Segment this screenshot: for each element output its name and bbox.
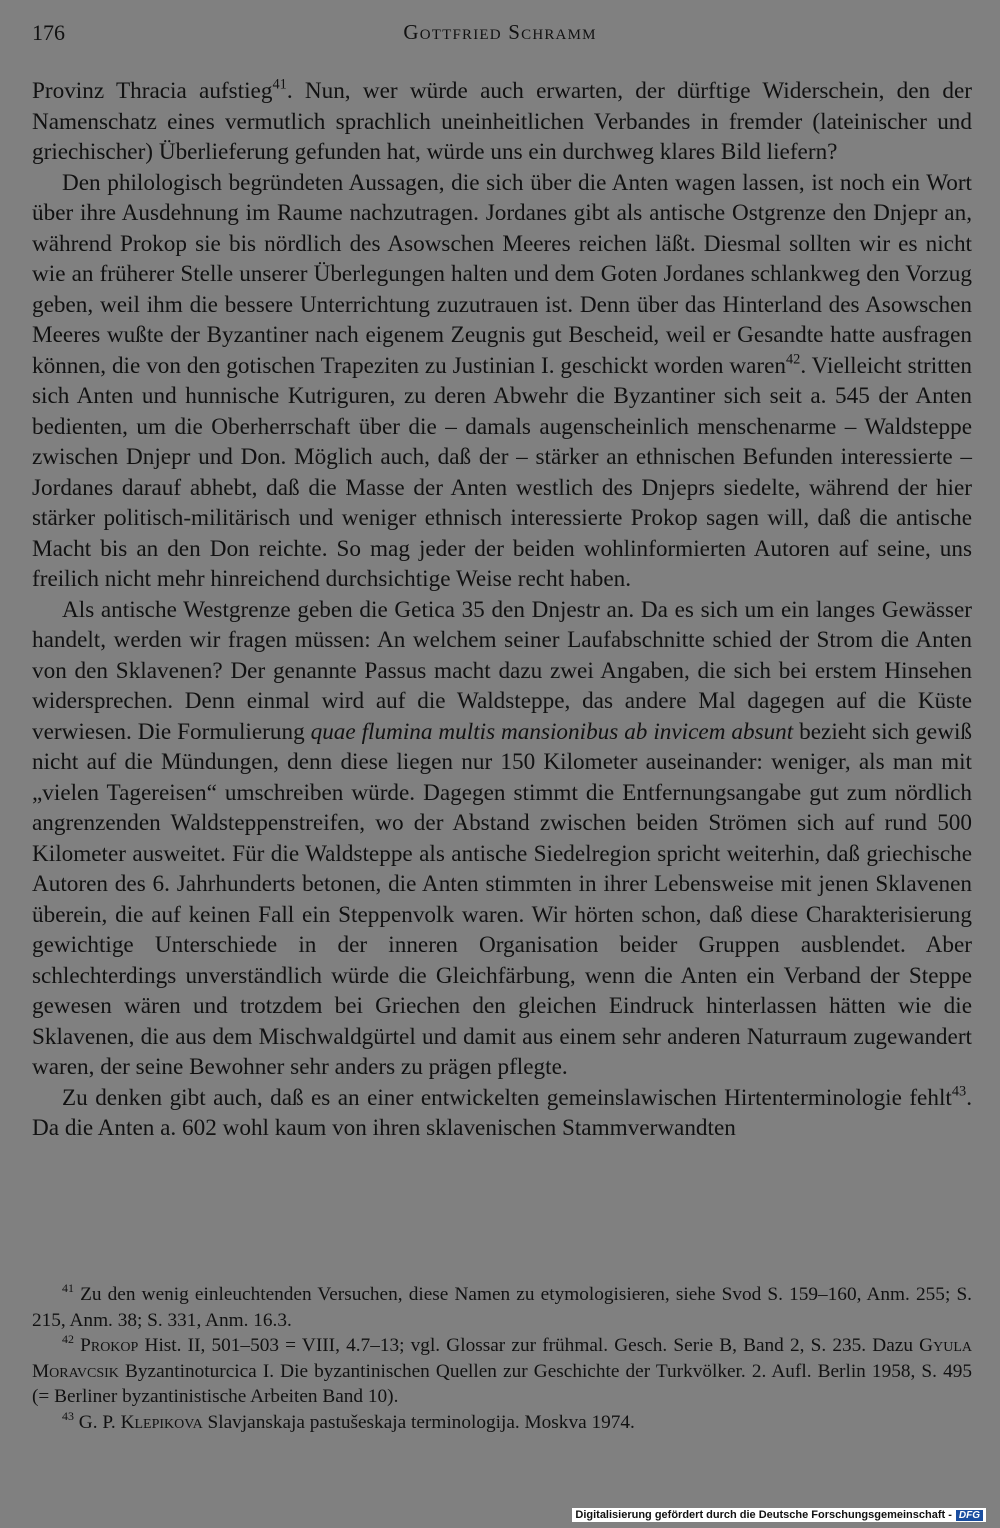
paragraph-1: Provinz Thracia aufstieg$^{41}$. Nun, wer würde auch erwarten, der dürftige Widerschein, den der Namenschatz eines vermutlich sprachlich uneinheitlichen Verbandes in fremder (lateinischer und griechischer) Überlieferung gefunden hat, würde uns ein durchweg klares Bild liefern? — [32, 76, 972, 165]
page-number: 176 — [32, 20, 65, 45]
footnote-ref-43[interactable]: 43 — [951, 1083, 967, 1100]
dfg-logo: DFG — [956, 1510, 983, 1521]
footnote-41: $^{41}$ Zu den wenig einleuchtenden Versuchen, diese Namen zu etymologisieren, siehe Svod S. 159–160, Anm. 255; S. 215, Anm. 38; S. 331, Anm. 16.3. — [32, 1281, 972, 1331]
page-header — [32, 20, 968, 52]
body-text — [32, 76, 972, 1144]
footnote-number: 42 — [62, 1332, 74, 1347]
footnote-43: $^{43}$ G. P. Klepikova Slavjanskaja pastušeskaja terminologija. Moskva 1974. — [62, 1408, 635, 1433]
footnote-42: $^{42}$ Prokop Hist. II, 501–503 = VIII, 4.7–13; vgl. Glossar zur frühmal. Gesch. Serie B, Band 2, S. 235. Dazu Gyula Moravcsik Byzantinoturcica I. Die byzantinischen Quellen zur Geschichte der Turkvölker. 2. Aufl. Berlin 1958, S. 495 (= Berliner byzantinistische Arbeiten Band 10). — [32, 1332, 972, 1407]
footnote-ref-42[interactable]: 42 — [785, 351, 801, 368]
digitization-footer — [572, 1508, 986, 1522]
author-name: Prokop — [80, 1335, 139, 1356]
author-name: Gyula Moravcsik — [32, 1335, 972, 1382]
footnote-number: 41 — [62, 1281, 74, 1296]
running-head: Gottfried Schramm — [403, 20, 597, 44]
funding-note: Digitalisierung gefördert durch die Deutsche Forschungsgemeinschaft - — [575, 1509, 952, 1521]
latin-quote: quae flumina multis mansionibus ab invicem absunt — [310, 718, 794, 745]
footnote-ref-41[interactable]: 41 — [272, 76, 287, 93]
author-name: Klepikova — [120, 1411, 203, 1433]
paragraph-3: Als antische Westgrenze geben die Getica 35 den Dnjestr an. Da es sich um ein langes Gewässer handelt, werden wir fragen müssen: An welchem seiner Laufabschnitte schied der Strom die Anten von den Sklavenen? Der genannte Passus macht dazu zwei Angaben, die sich bei erstem Hinsehen widersprechen. Denn einmal wird auf die Waldsteppe, das andere Mal dagegen auf die Küste verwiesen. Die Formulierung quae flumina multis mansionibus ab invicem absunt bezieht sich gewiß nicht auf die Mündungen, denn diese liegen nur 150 Kilometer auseinander: weniger, als man mit „vielen Tagereisen“ umschreiben würde. Dagegen stimmt die Entfernungsangabe gut zum nördlich angrenzenden Waldsteppenstreifen, wo der Abstand zwischen beiden Strömen sich auf rund 500 Kilometer ausweitet. Für die Waldsteppe als antische Siedelregion spricht weiterhin, daß griechische Autoren des 6. Jahrhunderts betonen, die Anten stimmten in ihrer Lebensweise mit jenen Sklavenen überein, die auf keinen Fall ein Steppenvolk waren. Wir hörten schon, daß diese Charakterisierung gewichtige Unterschiede in der inneren Organisation beider Gruppen ausblendet. Aber schlechterdings unverständlich würde die Gleichfärbung, wenn die Anten ein Verband der Steppe gewesen wären und trotzdem bei Griechen den gleichen Eindruck hinterlassen hätten wie die Sklavenen, die aus dem Mischwaldgürtel und damit aus einem sehr anderen Naturraum zugewandert waren, der seine Bewohner sehr anders zu prägen pflegte. — [32, 596, 972, 1080]
paragraph-2: Den philologisch begründeten Aussagen, die sich über die Anten wagen lassen, ist noch ein Wort über ihre Ausdehnung im Raume nachzutragen. Jordanes gibt als antische Ostgrenze den Dnjepr an, während Prokop sie bis nördlich des Asowschen Meeres reichen läßt. Diesmal sollten wir es nicht wie an früherer Stelle unserer Überlegungen halten und dem Goten Jordanes schlankweg den Vorzug geben, weil ihm die bessere Unterrichtung zuzutrauen ist. Denn über das Hinterland des Asowschen Meeres wußte der Byzantiner nach eigenem Zeugnis gut Bescheid, weil er Gesandte hatte ausfragen können, die von den gotischen Trapeziten zu Justinian I. geschickt worden waren$^{42}$. Vielleicht stritten sich Anten und hunnische Kutriguren, zu deren Abwehr die Byzantiner sich seit a. 545 der Anten bedienten, um die Oberherrschaft über die – damals augenscheinlich menschenarme – Waldsteppe zwischen Dnjepr und Don. Möglich auch, daß der – stärker an ethnischen Befunden interessierte – Jordanes darauf abhebt, daß die Masse der Anten westlich des Dnjeprs siedelte, während der hier stärker politisch-militärisch und weniger ethnisch interessierte Prokop sagen will, daß die antische Macht bis an den Don reichte. So mag jeder der beiden wohlinformierten Autoren auf seine, uns freilich nicht mehr hinreichend durchsichtige Weise recht haben. — [32, 169, 972, 592]
footnote-number: 43 — [62, 1408, 74, 1423]
footnotes — [32, 1282, 972, 1435]
paragraph-4: Zu denken gibt auch, daß es an einer entwickelten gemeinslawischen Hirtenterminologie fehlt$^{43}$. Da die Anten a. 602 wohl kaum von ihren sklavenischen Stammverwandten — [32, 1083, 972, 1141]
